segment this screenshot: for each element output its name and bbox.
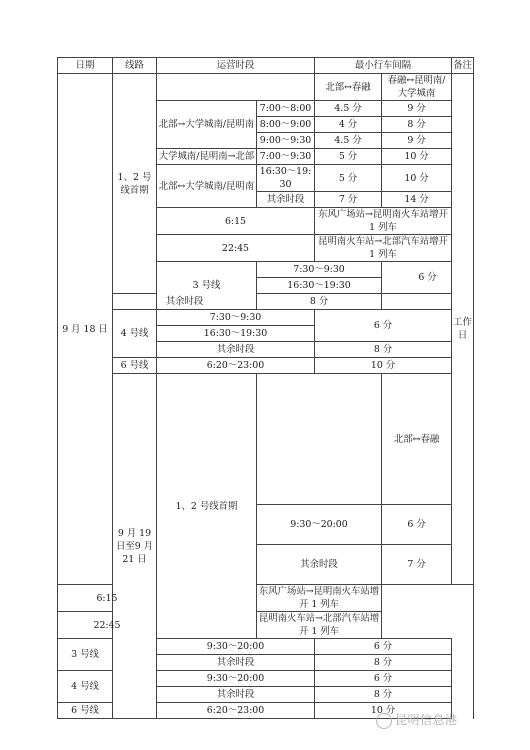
- holiday-line4-t1: 9:30～20:00: [157, 671, 315, 687]
- workday-line4-t2: 16:30～19:30: [157, 326, 315, 342]
- holiday-line3-t2: 其余时段: [157, 655, 315, 671]
- workday-dir3: 北部↔大学城南/昆明南: [157, 165, 257, 208]
- holiday-blank-cell: [257, 374, 382, 505]
- workday-val-b-1: 9 分: [382, 101, 452, 117]
- header-interval: 最小行车间隔: [315, 58, 452, 74]
- workday-col-bc: 北部↔春融: [315, 74, 382, 101]
- holiday-row2-a: 7 分: [382, 545, 452, 585]
- workday-line6-val: 10 分: [315, 358, 452, 374]
- watermark-text: 昆明信息港: [395, 713, 458, 727]
- holiday-col-bc: 北部↔春融: [382, 374, 452, 505]
- workday-line4-other-val: 8 分: [315, 342, 452, 358]
- workday-line6-time: 6:20～23:00: [157, 358, 315, 374]
- workday-line12: 1、2 号线首期: [113, 74, 157, 294]
- holiday-line4: 4 号线: [58, 671, 113, 703]
- workday-dir1: 北部→大学城南/昆明南: [157, 101, 257, 149]
- holiday-line3-v1: 6 分: [315, 639, 452, 655]
- workday-val-b-3: 9 分: [382, 133, 452, 149]
- workday-dir2: 大学城南/昆明南→北部: [157, 149, 257, 165]
- workday-line3-other-val: 8 分: [257, 294, 382, 310]
- workday-extra1-time: 6:15: [157, 208, 315, 235]
- workday-line4-peak: 6 分: [315, 310, 452, 342]
- holiday-row1-a: 6 分: [382, 505, 452, 545]
- holiday-line6-val: 10 分: [315, 703, 452, 719]
- header-period: 运营时段: [157, 58, 315, 74]
- workday-val-a-2: 4 分: [315, 117, 382, 133]
- workday-line4-t1: 7:30～9:30: [157, 310, 315, 326]
- workday-time-3: 9:00～9:30: [257, 133, 315, 149]
- holiday-line4-t2: 其余时段: [157, 687, 315, 703]
- workday-extra2-note: 昆明南火车站→北部汽车站增开 1 列车: [315, 235, 452, 262]
- workday-val-a-6: 7 分: [315, 192, 382, 208]
- workday-extra2-time: 22:45: [157, 235, 315, 262]
- workday-val-a-1: 4.5 分: [315, 101, 382, 117]
- holiday-line6-time: 6:20～23:00: [157, 703, 315, 719]
- workday-line3-t1: 7:30～9:30: [257, 262, 382, 278]
- header-remark: 备注: [452, 58, 474, 74]
- workday-remark: 工作日: [452, 74, 474, 585]
- holiday-line3-t1: 9:30～20:00: [157, 639, 315, 655]
- workday-time-4: 7:00～9:30: [257, 149, 315, 165]
- workday-val-b-5: 10 分: [382, 165, 452, 192]
- holiday-date: 9 月 19 日至9 月 21 日: [113, 374, 157, 719]
- workday-line3: 3 号线: [157, 262, 257, 310]
- workday-line3-peak: 6 分: [382, 262, 474, 294]
- holiday-line4-v2: 8 分: [315, 687, 452, 703]
- holiday-line4-v1: 6 分: [315, 671, 452, 687]
- holiday-extra1-time: 6:15: [58, 585, 157, 612]
- holiday-extra1-note: 东风广场站→昆明南火车站增开 1 列车: [257, 585, 382, 612]
- holiday-line3: 3 号线: [58, 639, 113, 671]
- workday-time-6: 其余时段: [257, 192, 315, 208]
- holiday-row2-time: 其余时段: [257, 545, 382, 585]
- workday-val-a-3: 4.5 分: [315, 133, 382, 149]
- workday-extra1-note: 东风广场站→昆明南火车站增开 1 列车: [315, 208, 452, 235]
- holiday-line6: 6 号线: [58, 703, 113, 719]
- workday-blank-cell: [157, 74, 315, 101]
- workday-val-a-5: 5 分: [315, 165, 382, 192]
- workday-line6: 6 号线: [113, 358, 157, 374]
- workday-val-b-2: 8 分: [382, 117, 452, 133]
- workday-line3-other: 其余时段: [113, 294, 257, 310]
- header-line: 线路: [113, 58, 157, 74]
- holiday-line12: 1、2 号线首期: [157, 374, 257, 639]
- watermark-logo-icon: [376, 713, 392, 729]
- workday-time-1: 7:00～8:00: [257, 101, 315, 117]
- workday-line3-t2: 16:30～19:30: [257, 278, 382, 294]
- workday-line4-other: 其余时段: [157, 342, 315, 358]
- schedule-table: [57, 57, 474, 719]
- holiday-row1-time: 9:30～20:00: [257, 505, 382, 545]
- header-date: 日期: [58, 58, 113, 74]
- workday-time-2: 8:00～9:00: [257, 117, 315, 133]
- workday-col-cd: 春融↔昆明南/大学城南: [382, 74, 452, 101]
- holiday-extra2-time: 22:45: [58, 612, 157, 639]
- workday-time-5: 16:30～19:30: [257, 165, 315, 192]
- holiday-extra2-note: 昆明南火车站→北部汽车站增开 1 列车: [257, 612, 382, 639]
- holiday-line3-v2: 8 分: [315, 655, 452, 671]
- workday-date: 9 月 18 日: [58, 74, 113, 585]
- workday-val-b-4: 10 分: [382, 149, 452, 165]
- workday-line4: 4 号线: [113, 310, 157, 358]
- watermark: [376, 711, 458, 729]
- workday-val-b-6: 14 分: [382, 192, 452, 208]
- workday-val-a-4: 5 分: [315, 149, 382, 165]
